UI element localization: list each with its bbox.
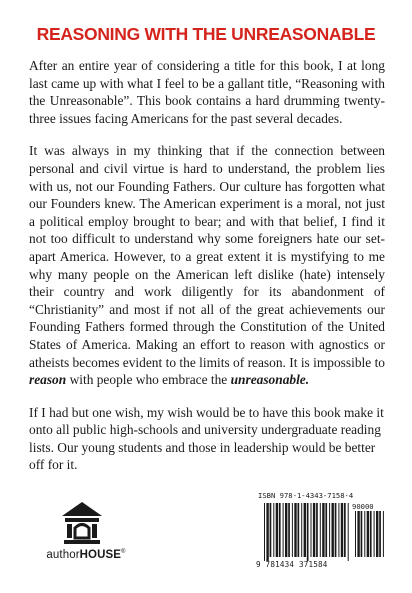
publisher-name-part1: author: [46, 549, 80, 561]
isbn-label: ISBN 978-1-4343-7158-4: [258, 491, 354, 500]
barcode-bar: [335, 503, 337, 557]
barcode-bar: [285, 503, 287, 557]
barcode-bar: [341, 503, 343, 557]
barcode-bar: [355, 511, 356, 557]
barcode-bar: [376, 511, 378, 557]
barcode-bar: [273, 503, 274, 557]
paragraph-2-main: It was always in my thinking that if the connection between personal and civil virtue is hard to understand, the problem lies with us, not our Founding Fathers. Our culture has forgotten what our Founders knew. The American experiment is a moral, not just a political employ brought to bear; and with that belief, I find it not too difficult to understand why some foreigners hate our set-apart America. However, to a great extent it is mystifying to me why many people on the American left dislike (hate) intensely their country and work diligently for its abandonment of “Christianity” and most if not all of the great achievements our Founding Fathers formed through the Constitution of the United States of America. Making an effort to reason with agnostics or atheists becomes evident to the limits of reason. It is impossible to: [29, 143, 385, 370]
barcode-bar: [276, 503, 278, 557]
isbn-addon-code: 90000: [352, 502, 374, 511]
emphasis-reason: reason: [29, 372, 67, 388]
barcode-bar: [364, 511, 365, 557]
barcode-digits: 9 781434 371584: [256, 560, 328, 569]
barcode-bar: [294, 503, 296, 557]
barcode-bar: [298, 503, 300, 557]
barcode-bar: [304, 503, 306, 557]
barcode-bar: [264, 503, 265, 561]
isbn-barcode-block: [256, 491, 386, 571]
emphasis-unreasonable: unreasonable.: [230, 372, 310, 388]
paragraph-2: [29, 142, 385, 388]
barcode-bar: [344, 503, 346, 557]
barcode-bar: [316, 503, 318, 557]
barcode-bar: [320, 503, 321, 557]
barcode-bar: [322, 503, 324, 557]
barcode-bar: [361, 511, 363, 557]
paragraph-3: If I had but one wish, my wish would be to have this book make it onto all public high-schools and university undergraduate reading lists. Our young students and those in leadership would be better off for it.: [29, 404, 384, 473]
barcode-bar: [357, 511, 359, 557]
barcode-bar: [348, 503, 349, 561]
barcode-bar: [292, 503, 293, 557]
barcode-bar: [288, 503, 290, 557]
authorhouse-logo-icon: [60, 500, 104, 546]
barcode-bar: [311, 503, 312, 557]
barcode-bar: [379, 511, 381, 557]
barcode-bar: [367, 511, 369, 557]
blurb-text: [29, 57, 385, 489]
barcode-bar: [338, 503, 339, 557]
paragraph-1: After an entire year of considering a title for this book, I at long last came up with what I feel to be a gallant title, “Reasoning with the Unreasonable”. This book contains a hard drumming twenty-three issues facing Americans for the past several decades.: [29, 58, 385, 126]
barcode-bar: [279, 503, 281, 557]
registered-mark: ®: [121, 549, 126, 556]
cover-title: REASONING WITH THE UNREASONABLE: [36, 24, 376, 44]
barcode-bar: [313, 503, 315, 557]
publisher-name: [40, 549, 132, 561]
barcode-bar: [301, 503, 302, 557]
barcode-bar: [370, 511, 372, 557]
barcode-bar: [383, 511, 384, 557]
barcode-bar: [283, 503, 284, 557]
publisher-name-part2: HOUSE: [79, 549, 122, 561]
barcode-bar: [325, 503, 327, 557]
barcode-bar: [307, 503, 309, 561]
barcode-bar: [374, 511, 375, 557]
barcode-bar: [332, 503, 334, 557]
paragraph-2-mid: with people who embrace the: [69, 372, 228, 388]
barcode-bar: [266, 503, 268, 561]
publisher-logo: [40, 500, 132, 570]
barcode-bar: [270, 503, 272, 557]
barcode-graphic: [256, 501, 386, 561]
barcode-bar: [329, 503, 330, 557]
